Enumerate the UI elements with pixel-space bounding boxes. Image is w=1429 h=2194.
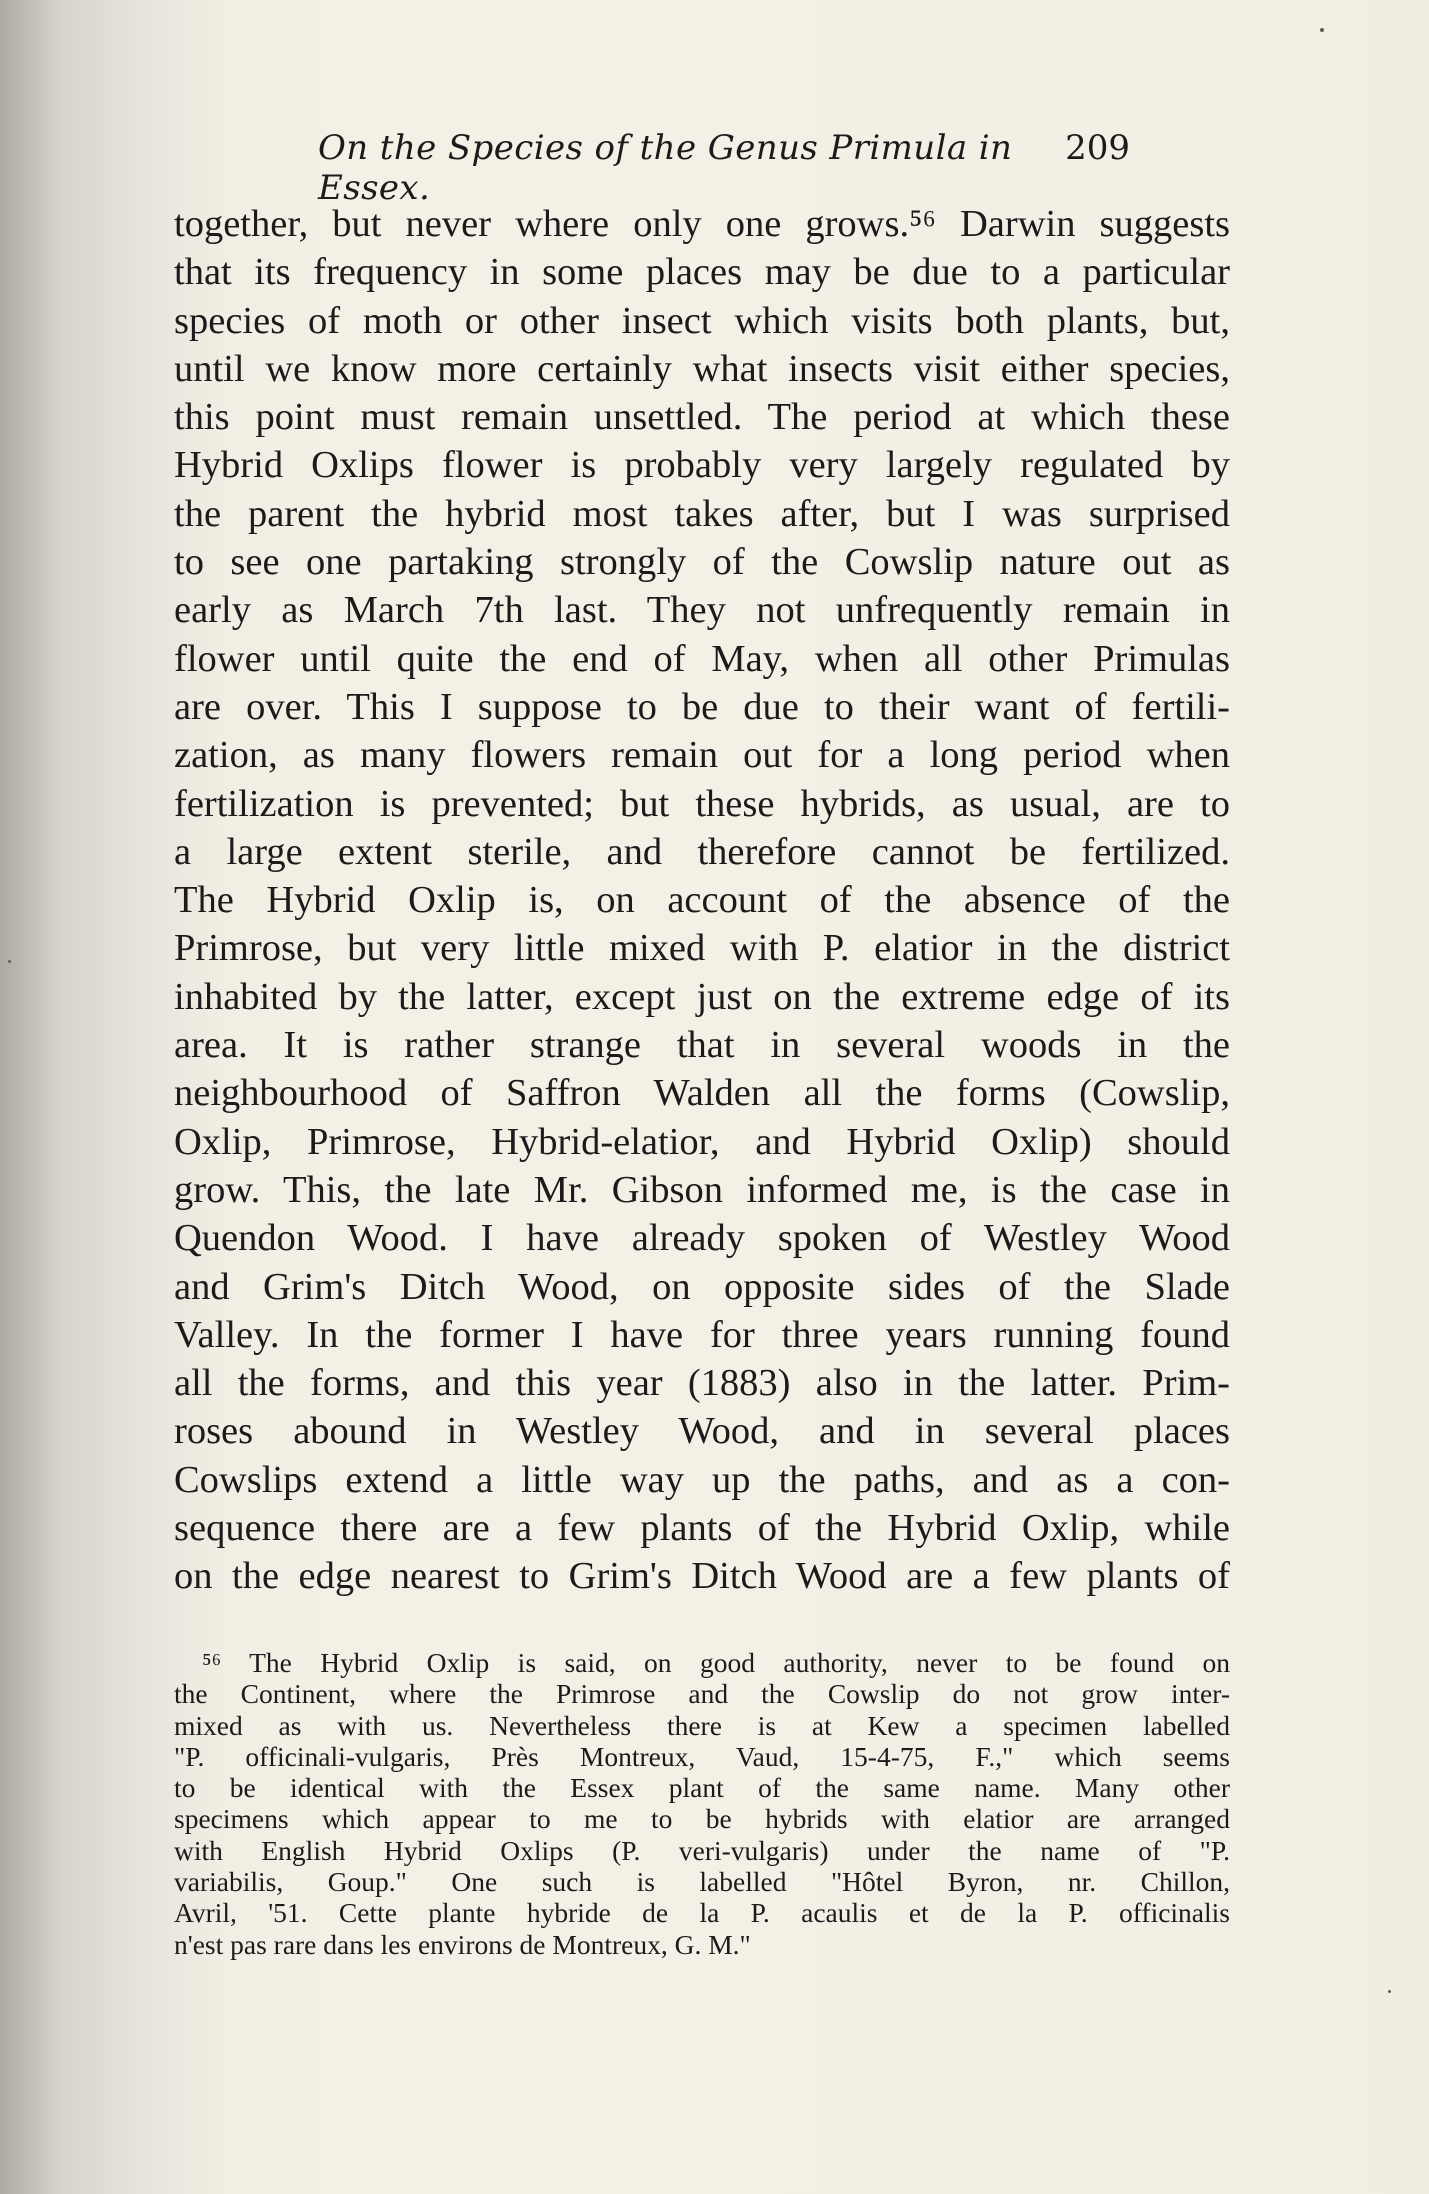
body-line: Cowslips extend a little way up the paths, and as a con- [174,1458,1230,1501]
footnote-line: with English Hybrid Oxlips (P. veri-vulgaris) under the name of "P. [174,1834,1230,1866]
footnote-line: mixed as with us. Nevertheless there is at Kew a specimen labelled [174,1709,1230,1741]
body-line: on the edge nearest to Grim's Ditch Wood are a few plants of [174,1555,1230,1598]
body-line: are over. This I suppose to be due to their want of fertili- [174,685,1230,728]
body-line: fertilization is prevented; but these hybrids, as usual, are to [174,782,1230,825]
footnote-line: "P. officinali-vulgaris, Près Montreux, Vaud, 15-4-75, F.," which seems [174,1740,1230,1772]
body-line: Quendon Wood. I have already spoken of Westley Wood [174,1217,1230,1260]
body-line: a large extent sterile, and therefore cannot be fertilized. [174,830,1230,873]
paper-speck [1388,1990,1391,1993]
body-line: this point must remain unsettled. The period at which these [174,396,1230,439]
footnote-56 [174,1647,1230,1960]
page-number: 209 [1065,128,1130,168]
footnote-line: specimens which appear to me to be hybrids with elatior are arranged [174,1803,1230,1835]
body-line: Hybrid Oxlips flower is probably very largely regulated by [174,444,1230,487]
body-line: and Grim's Ditch Wood, on opposite sides of the Slade [174,1265,1230,1308]
footnote-line: the Continent, where the Primrose and the Cowslip do not grow inter- [174,1678,1230,1710]
body-line: flower until quite the end of May, when all other Primulas [174,637,1230,680]
footnote-line: n'est pas rare dans les environs de Montreux, G. M." [174,1928,751,1960]
footnote-line: Avril, '51. Cette plante hybride de la P. acaulis et de la P. officinalis [174,1897,1230,1929]
body-line: zation, as many flowers remain out for a long period when [174,734,1230,777]
body-line: Oxlip, Primrose, Hybrid-elatior, and Hybrid Oxlip) should [174,1120,1230,1163]
footnote-line: ⁵⁶ The Hybrid Oxlip is said, on good authority, never to be found on [202,1647,1230,1678]
body-line: to see one partaking strongly of the Cowslip nature out as [174,541,1230,584]
body-line: Valley. In the former I have for three years running found [174,1313,1230,1356]
running-head [318,128,1130,208]
body-line: Primrose, but very little mixed with P. elatior in the district [174,927,1230,970]
paper-speck [8,960,11,963]
body-line: area. It is rather strange that in several woods in the [174,1024,1230,1067]
body-line: the parent the hybrid most takes after, but I was surprised [174,492,1230,535]
footnote-line: to be identical with the Essex plant of the same name. Many other [174,1772,1230,1804]
footnote-line: variabilis, Goup." One such is labelled "Hôtel Byron, nr. Chillon, [174,1866,1230,1898]
body-line: sequence there are a few plants of the Hybrid Oxlip, while [174,1507,1230,1550]
body-line: The Hybrid Oxlip is, on account of the absence of the [174,879,1230,922]
body-line: inhabited by the latter, except just on the extreme edge of its [174,975,1230,1018]
body-line: early as March 7th last. They not unfrequently remain in [174,589,1230,632]
body-line: species of moth or other insect which visits both plants, but, [174,299,1230,342]
body-line: until we know more certainly what insects visit either species, [174,347,1230,390]
body-line: grow. This, the late Mr. Gibson informed me, is the case in [174,1168,1230,1211]
body-line: that its frequency in some places may be due to a particular [174,251,1230,294]
body-line: roses abound in Westley Wood, and in several places [174,1410,1230,1453]
paper-speck [1320,28,1324,32]
body-line: neighbourhood of Saffron Walden all the forms (Cowslip, [174,1072,1230,1115]
running-title: On the Species of the Genus Primula in Essex. [318,128,1013,208]
body-line: all the forms, and this year (1883) also in the latter. Prim- [174,1362,1230,1405]
body-line: together, but never where only one grows.⁵⁶ Darwin suggests [174,203,1230,245]
body-text [174,200,1230,1601]
